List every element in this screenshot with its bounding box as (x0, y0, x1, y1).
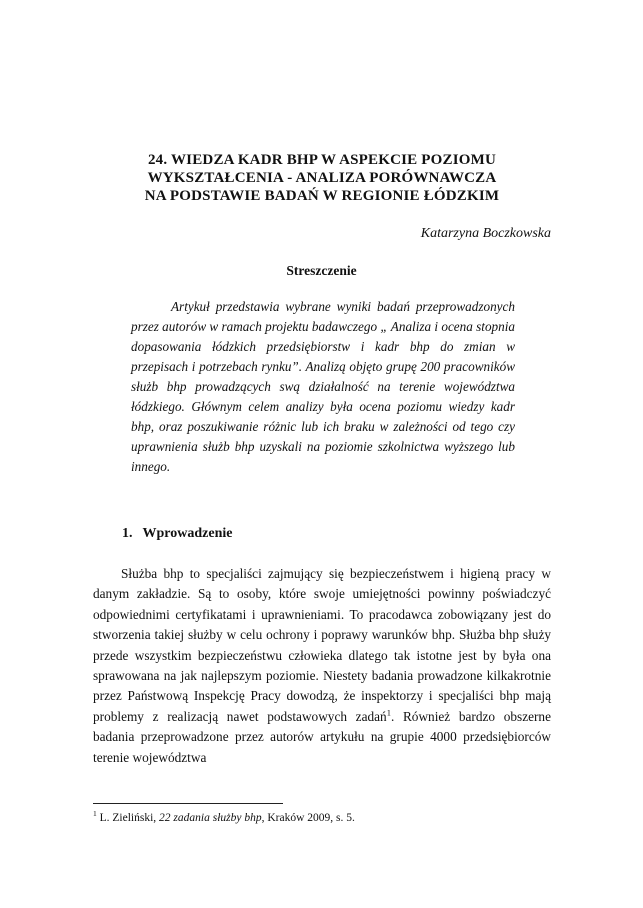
abstract-text: Artykuł przedstawia wybrane wyniki badań przeprowadzonych przez autorów w ramach projektu badawczego „ Analiza i ocena stopnia dopasowania łódzkich przedsiębiorstw i kadr bhp do zmian w przepisach i potrzebach rynku”. Analizą objęto grupę 200 pracowników służb bhp prowadzących swą działalność na terenie województwa łódzkiego. Głównym celem analizy była ocena poziomu wiedzy kadr bhp, oraz poszukiwanie różnic lub ich braku w zależności od tego czy uprawnienia służb bhp uzyskali na poziomie szkolnictwa wyższego lub innego. (131, 299, 515, 474)
body-text-part-2: . Również bardzo obszerne badania przeprowadzone przez autorów artykułu na grupie 4000 przedsiębiorców terenie województwa (93, 708, 551, 765)
body-paragraph (93, 564, 551, 768)
section-number: 1. (122, 526, 133, 541)
footnote-suffix: , Kraków 2009, s. 5. (261, 812, 355, 824)
section-heading (122, 525, 232, 543)
section-title: Wprowadzenie (142, 526, 233, 541)
footnote-prefix: L. Zieliński, (96, 812, 160, 824)
title-line-2: WYKSZTAŁCENIA - ANALIZA PORÓWNAWCZA (147, 170, 497, 186)
footnote-marker: 1 (93, 809, 97, 819)
footnote-divider (93, 803, 283, 804)
footnote-book-title: 22 zadania służby bhp (159, 812, 262, 824)
title-line-3: NA PODSTAWIE BADAŃ W REGIONIE ŁÓDZKIM (144, 188, 500, 204)
body-text-part-1: Służba bhp to specjaliści zajmujący się bezpieczeństwem i higieną pracy w danym zakładzie. Są to osoby, które swoje umiejętności powinny poświadczyć odpowiednimi certyfikatami i uprawnieniami. To pracodawca zobowiązany jest do stworzenia takiej służby w celu ochrony i poprawy warunków bhp. Służba bhp służy przede wszystkim bezpieczeństwu człowieka dlatego tak istotne jest by była ona sprawowana na jak najlepszym poziomie. Niestety badania prowadzone kilkakrotnie przez Państwową Inspekcję Pracy dowodzą, że inspektorzy i specjaliści bhp mają problemy z realizacją nawet podstawowych zadań (93, 566, 551, 724)
author-name: Katarzyna Boczkowska (420, 226, 551, 241)
title-line-1: 24. WIEDZA KADR BHP W ASPEKCIE POZIOMU (147, 152, 497, 168)
footnote (93, 811, 355, 825)
footnote-reference[interactable]: 1 (386, 707, 391, 718)
article-title (92, 151, 552, 205)
abstract-heading: Streszczenie (286, 263, 357, 278)
